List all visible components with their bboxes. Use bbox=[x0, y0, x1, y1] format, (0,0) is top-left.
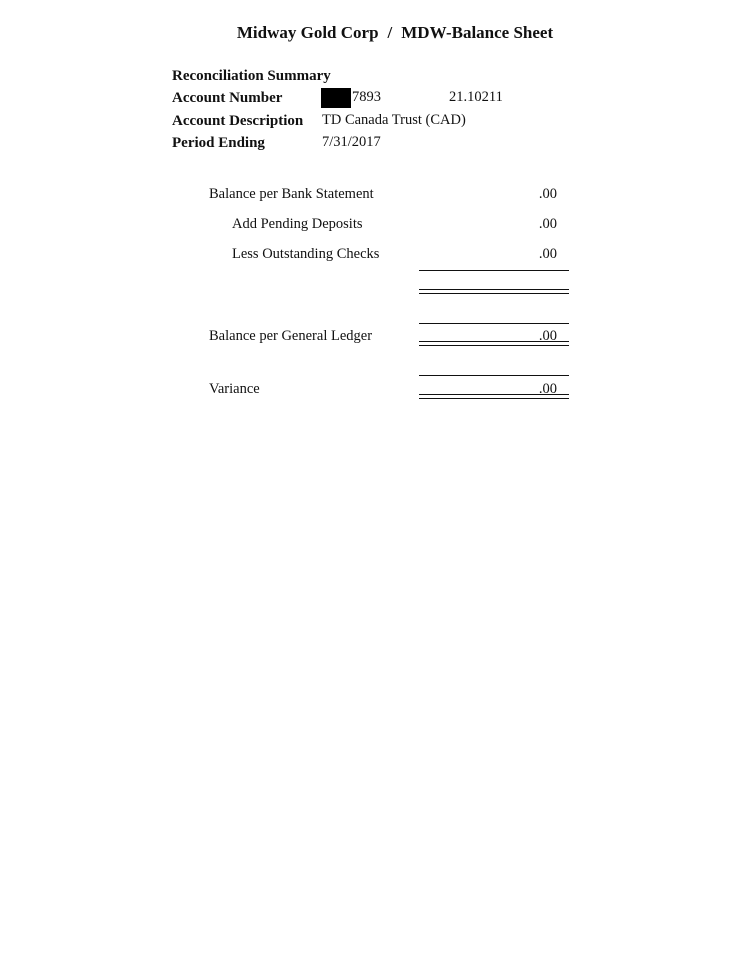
redaction-block bbox=[321, 88, 351, 108]
add-pending-deposits-label: Add Pending Deposits bbox=[232, 216, 363, 232]
company-name: Midway Gold Corp bbox=[236, 23, 379, 42]
add-pending-deposits-value: .00 bbox=[538, 216, 557, 232]
balance-per-gl-label: Balance per General Ledger bbox=[209, 328, 373, 344]
account-description-label: Account Description bbox=[172, 113, 304, 129]
gl-double-rule bbox=[419, 341, 569, 346]
variance-top-rule bbox=[419, 375, 569, 376]
less-outstanding-checks-label: Less Outstanding Checks bbox=[232, 246, 380, 262]
gl-top-rule bbox=[419, 323, 569, 324]
period-ending-value: 7/31/2017 bbox=[322, 134, 381, 150]
balance-per-bank-label: Balance per Bank Statement bbox=[209, 186, 374, 202]
total-double-rule bbox=[419, 289, 569, 294]
summary-heading: Reconciliation Summary bbox=[172, 68, 331, 84]
title-separator: / bbox=[387, 23, 393, 42]
gl-account-number: 21.10211 bbox=[449, 89, 503, 105]
period-ending-label: Period Ending bbox=[172, 135, 265, 151]
report-title bbox=[0, 23, 750, 43]
balance-per-gl-value: .00 bbox=[538, 328, 557, 344]
report-name: MDW-Balance Sheet bbox=[401, 23, 554, 42]
less-outstanding-checks-value: .00 bbox=[538, 246, 557, 262]
variance-value: .00 bbox=[538, 381, 557, 397]
variance-label: Variance bbox=[209, 381, 260, 397]
balance-per-bank-value: .00 bbox=[538, 186, 557, 202]
account-number-value: 7893 bbox=[352, 89, 381, 105]
account-description-value: TD Canada Trust (CAD) bbox=[322, 112, 466, 128]
subtotal-rule bbox=[419, 270, 569, 271]
account-number-label: Account Number bbox=[172, 90, 283, 106]
variance-double-rule bbox=[419, 394, 569, 399]
